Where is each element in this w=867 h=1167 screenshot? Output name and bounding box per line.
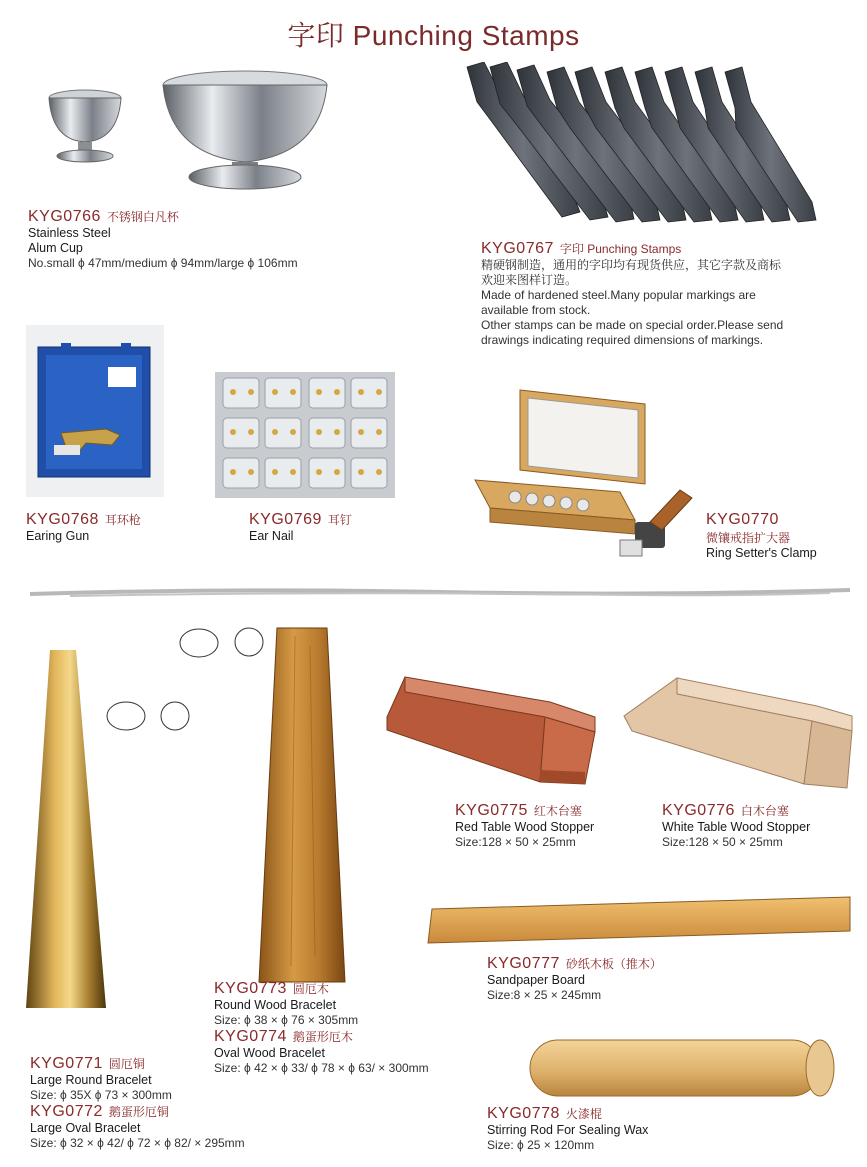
product-cn-name: 微镶戒指扩大器 bbox=[706, 531, 791, 545]
page-title: 字印 Punching Stamps bbox=[287, 20, 580, 51]
brass-bracelet-mandrel-image bbox=[24, 650, 109, 1012]
product-size: Size: ϕ 32 × ϕ 42/ ϕ 72 × ϕ 82/ × 295mm bbox=[30, 1136, 245, 1150]
product-cn-name: 不锈钢白凡杯 bbox=[106, 210, 179, 224]
product-cn-name: 砂纸木板（推木） bbox=[565, 957, 662, 971]
product-cn-name: 鹅蛋形厄木 bbox=[292, 1030, 353, 1044]
product-0768 bbox=[26, 511, 141, 544]
product-cn-name: 红木台塞 bbox=[533, 804, 582, 818]
product-0769 bbox=[249, 511, 352, 544]
sandpaper-board-image bbox=[426, 895, 856, 947]
white-wood-stopper-image bbox=[622, 676, 854, 791]
product-code: KYG0769 bbox=[249, 511, 322, 528]
product-size: Size: ϕ 35X ϕ 73 × 300mm bbox=[30, 1088, 172, 1102]
product-code: KYG0778 bbox=[487, 1105, 560, 1122]
product-desc: Red Table Wood Stopper bbox=[455, 820, 595, 834]
product-size: Size: ϕ 42 × ϕ 33/ ϕ 78 × ϕ 63/ × 300mm bbox=[214, 1061, 429, 1075]
product-code: KYG0766 bbox=[28, 208, 101, 225]
product-desc: Stainless Steel bbox=[28, 226, 111, 240]
product-size: Size:128 × 50 × 25mm bbox=[455, 835, 576, 849]
earing-gun-image bbox=[26, 325, 164, 497]
product-code: KYG0773 bbox=[214, 980, 287, 997]
product-desc: Large Round Bracelet bbox=[30, 1073, 152, 1087]
product-code: KYG0777 bbox=[487, 955, 560, 972]
product-desc: drawings indicating required dimensions of markings. bbox=[481, 333, 764, 347]
product-cn-name: 白木台塞 bbox=[740, 804, 789, 818]
product-0771 bbox=[30, 1055, 172, 1103]
product-desc: Sandpaper Board bbox=[487, 973, 585, 987]
product-cn-name: 鹅蛋形厄铜 bbox=[108, 1105, 169, 1119]
product-desc: Other stamps can be made on special order.Please send bbox=[481, 318, 784, 332]
product-desc: Ear Nail bbox=[249, 529, 294, 543]
product-desc: Ring Setter's Clamp bbox=[706, 546, 817, 560]
ring-setter-clamp-image bbox=[470, 362, 702, 562]
product-code: KYG0772 bbox=[30, 1103, 103, 1120]
product-desc: Oval Wood Bracelet bbox=[214, 1046, 325, 1060]
product-0776 bbox=[662, 802, 810, 850]
product-0770 bbox=[706, 511, 817, 561]
product-cn-name: 圆厄木 bbox=[292, 982, 329, 996]
product-desc: available from stock. bbox=[481, 303, 591, 317]
product-size: Size:128 × 50 × 25mm bbox=[662, 835, 783, 849]
product-0775 bbox=[455, 802, 594, 850]
oval-shape-icon bbox=[178, 626, 222, 662]
product-size: No.small ϕ 47mm/medium ϕ 94mm/large ϕ 106mm bbox=[28, 256, 298, 270]
stirring-rod-image bbox=[528, 1032, 840, 1102]
product-code: KYG0770 bbox=[706, 511, 779, 528]
product-0778 bbox=[487, 1105, 648, 1153]
product-0773 bbox=[214, 980, 358, 1028]
product-cn-name: 耳环枪 bbox=[104, 513, 141, 527]
product-code: KYG0774 bbox=[214, 1028, 287, 1045]
punching-stamps-image bbox=[462, 62, 832, 224]
product-size: Size: ϕ 38 × ϕ 76 × 305mm bbox=[214, 1013, 359, 1027]
product-desc-cn: 精硬钢制造，通用的字印均有现货供应，其它字款及商标 bbox=[481, 258, 782, 272]
round-shape-icon bbox=[158, 700, 192, 734]
product-desc: Round Wood Bracelet bbox=[214, 998, 337, 1012]
oval-shape-icon bbox=[105, 700, 147, 734]
product-code: KYG0768 bbox=[26, 511, 99, 528]
product-desc-cn: 欢迎来图样订造。 bbox=[481, 273, 578, 287]
product-size: Size:8 × 25 × 245mm bbox=[487, 988, 602, 1002]
product-code: KYG0771 bbox=[30, 1055, 103, 1072]
section-divider bbox=[30, 586, 850, 600]
product-cn-name: 圆厄铜 bbox=[108, 1057, 145, 1071]
product-desc: Stirring Rod For Sealing Wax bbox=[487, 1123, 649, 1137]
product-desc: Earing Gun bbox=[26, 529, 90, 543]
product-desc: White Table Wood Stopper bbox=[662, 820, 811, 834]
product-code: KYG0775 bbox=[455, 802, 528, 819]
product-desc: Alum Cup bbox=[28, 241, 83, 255]
product-0772 bbox=[30, 1103, 245, 1151]
product-0766 bbox=[28, 208, 298, 271]
product-desc: Large Oval Bracelet bbox=[30, 1121, 141, 1135]
product-code: KYG0776 bbox=[662, 802, 735, 819]
product-desc: Made of hardened steel.Many popular markings are bbox=[481, 288, 756, 302]
product-0777 bbox=[487, 955, 662, 1003]
product-0774 bbox=[214, 1028, 429, 1076]
product-code: KYG0767 bbox=[481, 240, 554, 257]
red-wood-stopper-image bbox=[385, 672, 605, 790]
alum-cup-image bbox=[40, 70, 340, 200]
product-cn-name: 字印 Punching Stamps bbox=[559, 242, 682, 256]
product-size: Size: ϕ 25 × 120mm bbox=[487, 1138, 595, 1152]
ear-nail-image bbox=[215, 372, 395, 498]
product-cn-name: 火漆棍 bbox=[565, 1107, 602, 1121]
wood-bracelet-mandrel-image bbox=[255, 626, 347, 988]
product-cn-name: 耳钉 bbox=[327, 513, 352, 527]
product-0767 bbox=[481, 240, 861, 348]
